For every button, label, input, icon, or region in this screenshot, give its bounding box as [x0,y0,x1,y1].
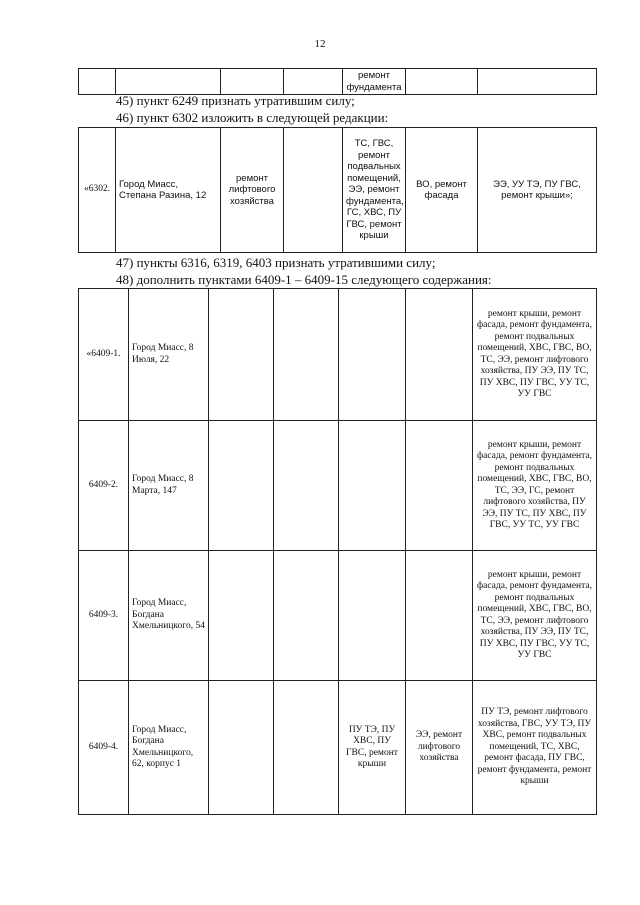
address: Город Миасс, Богдана Хмельницкого, 54 [129,551,209,681]
cell: ремонт крыши, ремонт фасада, ремонт фундамента, ремонт подвальных помещений, ХВС, ГВС, ВО, ТС, ЭЭ, ремонт лифтового хозяйства, ПУ ЭЭ, ПУ ТС, ПУ ХВС, ПУ ГВС, УУ ТС, УУ ГВС [473,551,597,681]
cell [339,421,406,551]
cell [209,421,274,551]
item-number: 6409-3. [79,551,129,681]
cell: ремонт фундамента [343,69,406,95]
table-row [79,681,597,815]
cell [406,421,473,551]
table-6409 [78,288,597,815]
cell [209,289,274,421]
cell [274,421,339,551]
cell: ремонт крыши, ремонт фасада, ремонт фундамента, ремонт подвальных помещений, ХВС, ГВС, ВО, ТС, ЭЭ, ремонт лифтового хозяйства, ПУ ЭЭ, ПУ ТС, ПУ ХВС, ПУ ГВС, УУ ТС, УУ ГВС [473,289,597,421]
cell [339,551,406,681]
address: Город Миасс, Богдана Хмельницкого, 62, корпус 1 [129,681,209,815]
address: Город Миасс, 8 Июля, 22 [129,289,209,421]
table-row [79,551,597,681]
table-row [79,69,597,95]
paragraph-46: 46) пункт 6302 изложить в следующей редакции: [116,110,389,125]
cell [79,69,116,95]
table-row [79,128,597,253]
cell [284,69,343,95]
top-table [78,68,597,95]
cell: ПУ ТЭ, ПУ ХВС, ПУ ГВС, ремонт крыши [339,681,406,815]
paragraph-47: 47) пункты 6316, 6319, 6403 признать утратившими силу; [116,255,436,270]
table-row [79,289,597,421]
cell [209,551,274,681]
cell [274,551,339,681]
cell [406,551,473,681]
table-6302 [78,127,597,253]
cell [116,69,221,95]
cell [274,681,339,815]
item-number: 6409-4. [79,681,129,815]
item-number: 6409-2. [79,421,129,551]
address: Город Миасс, Степана Разина, 12 [116,128,221,253]
cell: ЭЭ, УУ ТЭ, ПУ ГВС, ремонт крыши»; [478,128,597,253]
cell: ТС, ГВС, ремонт подвальных помещений, ЭЭ, ремонт фундамента, ГС, ХВС, ПУ ГВС, ремонт крыши [343,128,406,253]
cell [478,69,597,95]
page-number: 12 [314,38,326,50]
item-number: «6409-1. [79,289,129,421]
cell [284,128,343,253]
cell [274,289,339,421]
cell: ремонт лифтового хозяйства [221,128,284,253]
paragraph-48: 48) дополнить пунктами 6409-1 – 6409-15 следующего содержания: [116,272,492,287]
cell: ВО, ремонт фасада [406,128,478,253]
cell: ПУ ТЭ, ремонт лифтового хозяйства, ГВС, УУ ТЭ, ПУ ХВС, ремонт подвальных помещений, ТС, ХВС, ремонт фасада, ПУ ГВС, ремонт фундамента, ремонт крыши [473,681,597,815]
item-number: «6302. [79,128,116,253]
cell [339,289,406,421]
cell: ЭЭ, ремонт лифтового хозяйства [406,681,473,815]
cell [406,289,473,421]
cell [209,681,274,815]
cell [221,69,284,95]
cell [406,69,478,95]
table-row [79,421,597,551]
address: Город Миасс, 8 Марта, 147 [129,421,209,551]
cell: ремонт крыши, ремонт фасада, ремонт фундамента, ремонт подвальных помещений, ХВС, ГВС, ВО, ТС, ЭЭ, ГС, ремонт лифтового хозяйства, ПУ ЭЭ, ПУ ТС, ПУ ХВС, ПУ ГВС, УУ ТС, УУ ГВС [473,421,597,551]
paragraph-45: 45) пункт 6249 признать утратившим силу; [116,93,355,108]
